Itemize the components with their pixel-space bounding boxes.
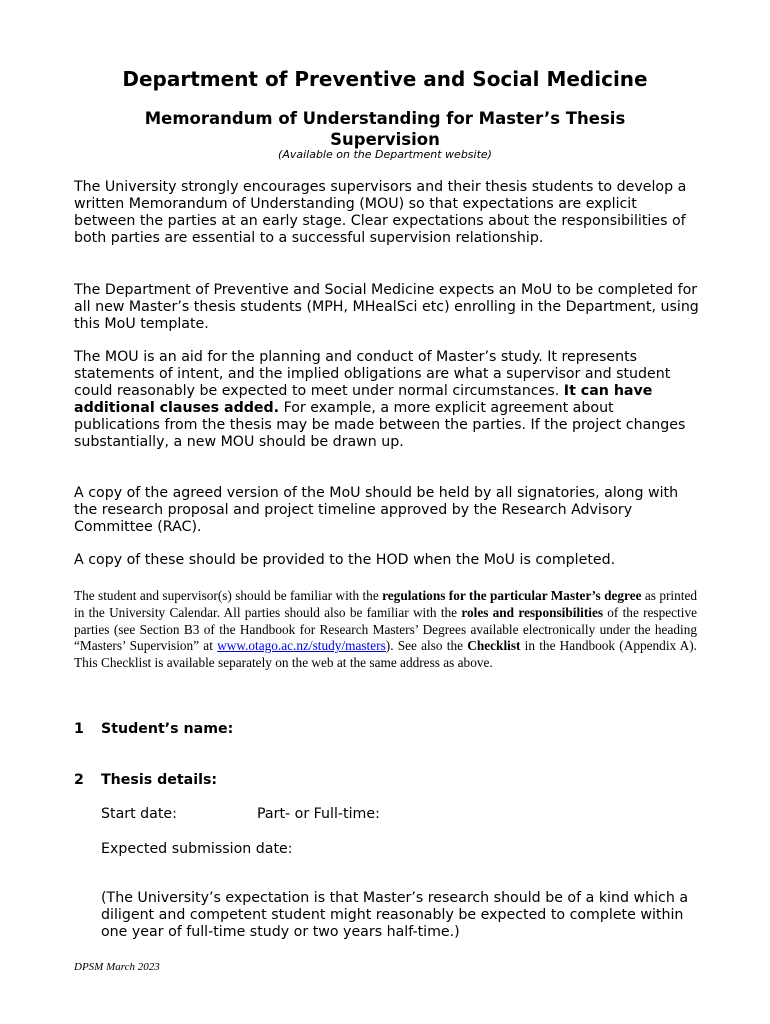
regulations-text-5: in the Handbook (Appendix A). This Checklist is available separately on the web at the same address as above. xyxy=(74,638,697,671)
page-footer: DPSM March 2023 xyxy=(74,961,160,973)
regulations-paragraph xyxy=(74,588,697,672)
page-title: Department of Preventive and Social Medicine xyxy=(122,67,648,91)
regulations-text-2: as printed in the University Calendar. All parties should also be familiar with the xyxy=(74,588,697,620)
department-expectation-paragraph: The Department of Preventive and Social Medicine expects an MoU to be completed for all new Master’s thesis students (MPH, MHealSci etc) enrolling in the Department, using this MoU template. xyxy=(74,282,699,333)
additional-clauses-emphasis: It can have additional clauses added. xyxy=(74,383,653,417)
masters-link[interactable]: www.otago.ac.nz/study/masters xyxy=(217,638,386,654)
checklist-emphasis: Checklist xyxy=(467,638,521,654)
regulations-emphasis: regulations for the particular Master’s degree xyxy=(382,588,642,603)
start-date-label: Start date: xyxy=(101,806,177,822)
intro-paragraph: The University strongly encourages supervisors and their thesis students to develop a written Memorandum of Understanding (MOU) so that expectations are explicit between the parties at an early stage. Clear expectations about the responsibilities of both parties are essential to a successful supervision relationship. xyxy=(74,179,687,247)
section-number: 2 xyxy=(74,772,84,788)
availability-note: (Available on the Department website) xyxy=(278,148,492,161)
section-label: Student’s name: xyxy=(101,721,234,737)
study-mode-label: Part- or Full-time: xyxy=(257,806,380,822)
section-student-name xyxy=(74,720,233,738)
regulations-text-1: The student and supervisor(s) should be familiar with the xyxy=(74,588,383,603)
section-label: Thesis details: xyxy=(101,772,218,788)
regulations-text-3: of the respective parties (see Section B3 of the Handbook for Research Masters’ Degrees available electronically under the heading “Masters’ Supervision” at xyxy=(74,604,697,654)
mou-purpose-paragraph xyxy=(74,349,699,452)
document-subtitle: Memorandum of Understanding for Master’s Thesis Supervision xyxy=(144,109,626,149)
copy-held-paragraph: A copy of the agreed version of the MoU should be held by all signatories, along with the research proposal and project timeline approved by the Research Advisory Committee (RAC). xyxy=(74,485,679,536)
section-thesis-details xyxy=(74,771,217,789)
section-number: 1 xyxy=(74,721,84,737)
regulations-text-4: ). See also the xyxy=(385,638,468,654)
mou-purpose-text-1: The MOU is an aid for the planning and conduct of Master’s study. It represents statements of intent, and the implied obligations are what a supervisor and student could reasonably be expected to meet under normal circumstances. xyxy=(74,349,671,400)
mou-purpose-text-2: For example, a more explicit agreement about publications from the thesis may be made between the parties. If the project changes substantially, a new MOU should be drawn up. xyxy=(74,400,686,451)
roles-emphasis: roles and responsibilities xyxy=(461,604,604,620)
hod-copy-paragraph: A copy of these should be provided to the HOD when the MoU is completed. xyxy=(74,552,616,568)
expectation-note: (The University’s expectation is that Master’s research should be of a kind which a diligent and competent student might reasonably be expected to complete within one year of full-time study or two years half-time.) xyxy=(101,890,689,941)
submission-date-label: Expected submission date: xyxy=(101,841,293,857)
